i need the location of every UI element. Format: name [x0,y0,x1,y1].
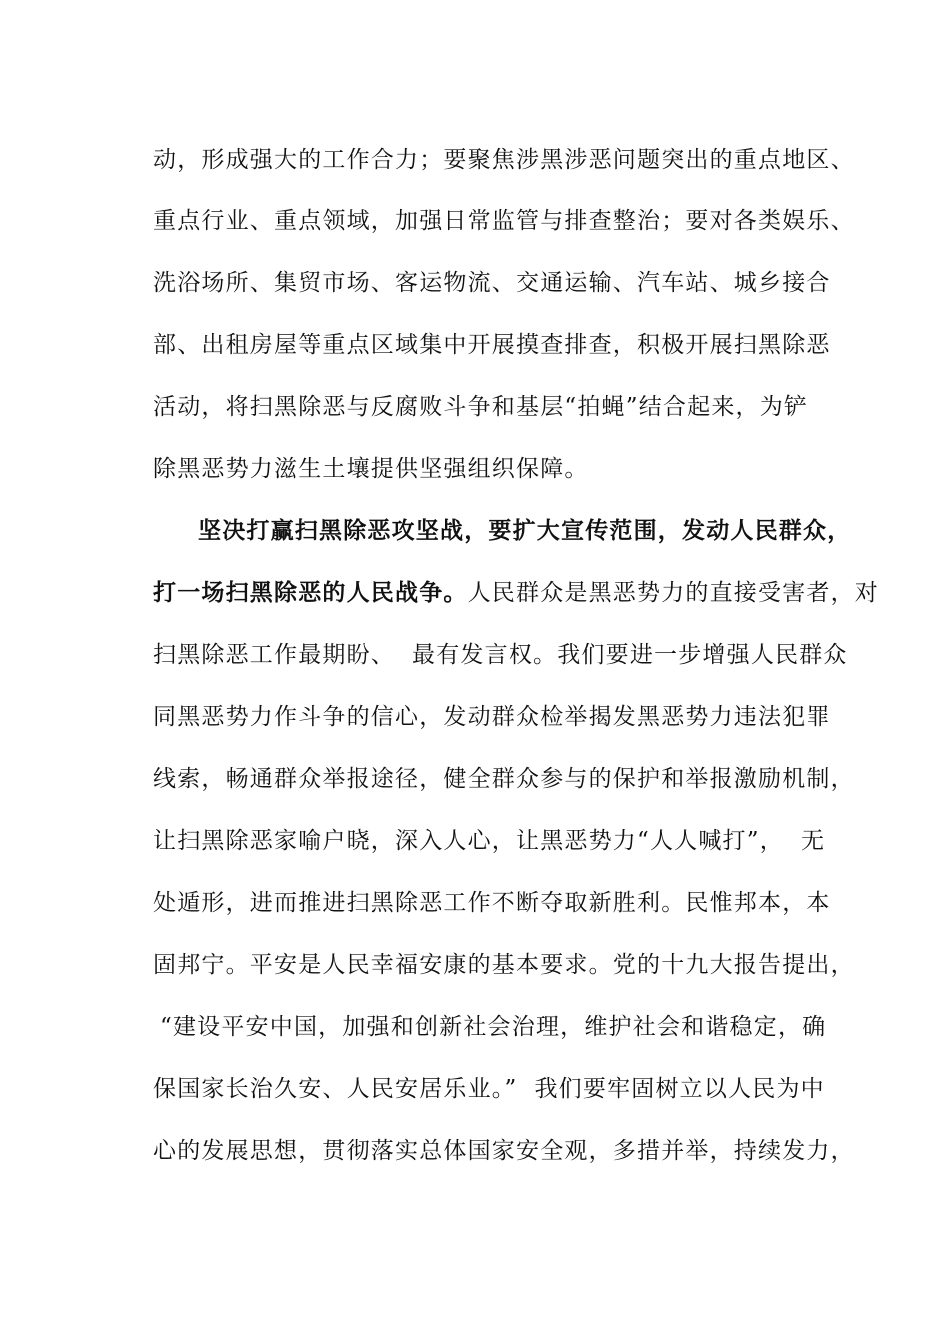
body-text-line: “建设平安中国，加强和创新社会治理，维护社会和谐稳定，确 [160,1014,827,1040]
body-text-line: 处遁形，进而推进扫黑除恶工作不断夺取新胜利。民惟邦本，本 [153,890,831,916]
body-text-line: 让扫黑除恶家喻户晓，深入人心，让黑恶势力“人人喊打”， 无 [153,828,826,854]
body-text-line: 部、出租房屋等重点区域集中开展摸查排查，积极开展扫黑除恶 [153,332,831,358]
body-text-line: 重点行业、重点领域，加强日常监管与排查整治；要对各类娱乐、 [153,208,855,234]
body-text-line: 心的发展思想，贯彻落实总体国家安全观，多措并举，持续发力， [153,1138,855,1164]
body-text-line: 固邦宁。平安是人民幸福安康的基本要求。党的十九大报告提出， [153,952,855,978]
body-text-fragment: 人民群众是黑恶势力的直接受害者，对 [467,580,880,606]
body-text-line: 扫黑除恶工作最期盼、 最有发言权。我们要进一步增强人民群众 [153,642,848,668]
body-text-line: 除黑恶势力滋生土壤提供坚强组织保障。 [153,456,589,482]
body-text-line: 动，形成强大的工作合力；要聚焦涉黑涉恶问题突出的重点地区、 [153,147,855,173]
body-text-line: 同黑恶势力作斗争的信心，发动群众检举揭发黑恶势力违法犯罪 [153,704,831,730]
bold-heading-line: 坚决打赢扫黑除恶攻坚战，要扩大宣传范围，发动人民群众， [198,517,852,544]
body-text-line: 保国家长治久安、人民安居乐业。” 我们要牢固树立以人民为中 [153,1076,825,1102]
mixed-text-line [153,579,879,607]
body-text-line: 线索，畅通群众举报途径，健全群众参与的保护和举报激励机制， [153,766,855,792]
body-text-line: 活动，将扫黑除恶与反腐败斗争和基层“拍蝇”结合起来，为铲 [153,394,809,420]
bold-heading-fragment: 打一场扫黑除恶的人民战争。 [153,579,468,606]
body-text-line: 洗浴场所、集贸市场、客运物流、交通运输、汽车站、城乡接合 [153,270,831,296]
